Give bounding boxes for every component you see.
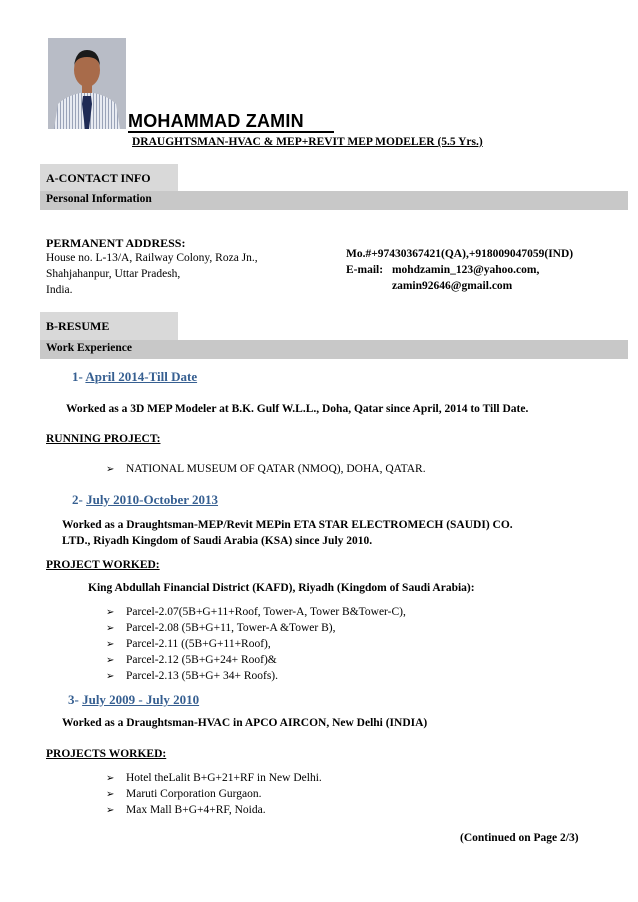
running-project-heading: RUNNING PROJECT: <box>46 433 161 445</box>
list-item <box>106 638 271 650</box>
list-item <box>106 606 406 618</box>
address-heading: PERMANENT ADDRESS: <box>46 236 186 250</box>
list-item <box>106 804 266 816</box>
list-item-text: NATIONAL MUSEUM OF QATAR (NMOQ), DOHA, QATAR. <box>126 463 426 475</box>
email-address-primary[interactable]: mohdzamin_123@yahoo.com, <box>391 264 540 276</box>
resume-section-label: B-RESUME <box>40 312 178 340</box>
list-item <box>106 670 278 682</box>
mobile-numbers: Mo.#+97430367421(QA),+918009047059(IND) <box>346 248 574 260</box>
email-address-secondary[interactable]: zamin92646@gmail.com <box>392 280 513 292</box>
arrowhead-bullet-icon: ➢ <box>106 607 115 618</box>
list-item-text: Max Mall B+G+4+RF, Noida. <box>126 804 266 816</box>
page-continuation-note: (Continued on Page 2/3) <box>460 832 579 844</box>
job-description: Worked as a 3D MEP Modeler at B.K. Gulf W.L.L., Doha, Qatar since April, 2014 to Till Date. <box>66 403 529 415</box>
client-name: King Abdullah Financial District (KAFD), Riyadh (Kingdom of Saudi Arabia): <box>88 582 475 594</box>
projects-worked-heading: PROJECTS WORKED: <box>46 748 167 760</box>
list-item-text: Parcel-2.12 (5B+G+24+ Roof)& <box>126 654 277 666</box>
arrowhead-bullet-icon: ➢ <box>106 789 115 800</box>
arrowhead-bullet-icon: ➢ <box>106 639 115 650</box>
arrowhead-bullet-icon: ➢ <box>106 805 115 816</box>
project-worked-heading: PROJECT WORKED: <box>46 559 160 571</box>
job-title-heading: DRAUGHTSMAN-HVAC & MEP+REVIT MEP MODELER (5.5 Yrs.) <box>132 136 483 148</box>
work-experience-bar: Work Experience <box>40 340 628 359</box>
arrowhead-bullet-icon: ➢ <box>106 623 115 634</box>
address-line: House no. L-13/A, Railway Colony, Roza Jn., <box>46 252 258 264</box>
list-item-text: Hotel theLalit B+G+21+RF in New Delhi. <box>126 772 322 784</box>
arrowhead-bullet-icon: ➢ <box>106 671 115 682</box>
contact-section-label: A-CONTACT INFO <box>40 164 178 191</box>
list-item-text: Parcel-2.11 ((5B+G+11+Roof), <box>126 638 271 650</box>
candidate-name: MOHAMMAD ZAMIN <box>128 111 304 131</box>
job-dates: July 2010-October 2013 <box>86 492 219 507</box>
personal-information-bar: Personal Information <box>40 191 628 210</box>
list-item-text: Parcel-2.08 (5B+G+11, Tower-A &Tower B), <box>126 622 336 634</box>
job-dates: April 2014-Till Date <box>85 369 198 384</box>
arrowhead-bullet-icon: ➢ <box>106 655 115 666</box>
job-1-heading <box>72 369 197 385</box>
name-underline <box>128 131 334 133</box>
list-item-text: Maruti Corporation Gurgaon. <box>126 788 262 800</box>
job-number: 1- <box>72 369 83 384</box>
profile-photo <box>48 38 126 129</box>
job-description: Worked as a Draughtsman-HVAC in APCO AIRCON, New Delhi (INDIA) <box>62 717 428 729</box>
list-item-text: Parcel-2.07(5B+G+11+Roof, Tower-A, Tower B&Tower-C), <box>126 606 406 618</box>
arrowhead-bullet-icon: ➢ <box>106 464 115 475</box>
job-number: 2- <box>72 492 83 507</box>
email-label: E-mail: <box>346 264 384 276</box>
list-item-text: Parcel-2.13 (5B+G+ 34+ Roofs). <box>126 670 279 682</box>
list-item <box>106 463 426 475</box>
job-description: Worked as a Draughtsman-MEP/Revit MEPin ETA STAR ELECTROMECH (SAUDI) CO. <box>62 519 513 531</box>
address-line: Shahjahanpur, Uttar Pradesh, <box>46 268 181 280</box>
list-item <box>106 622 335 634</box>
list-item <box>106 788 262 800</box>
job-2-heading <box>72 492 218 508</box>
list-item <box>106 654 277 666</box>
job-number: 3- <box>68 692 79 707</box>
list-item <box>106 772 322 784</box>
job-description: LTD., Riyadh Kingdom of Saudi Arabia (KSA) since July 2010. <box>62 535 373 547</box>
email-row <box>346 264 539 276</box>
job-dates: July 2009 - July 2010 <box>82 692 200 707</box>
job-3-heading <box>68 692 199 708</box>
address-line: India. <box>46 284 73 296</box>
arrowhead-bullet-icon: ➢ <box>106 773 115 784</box>
